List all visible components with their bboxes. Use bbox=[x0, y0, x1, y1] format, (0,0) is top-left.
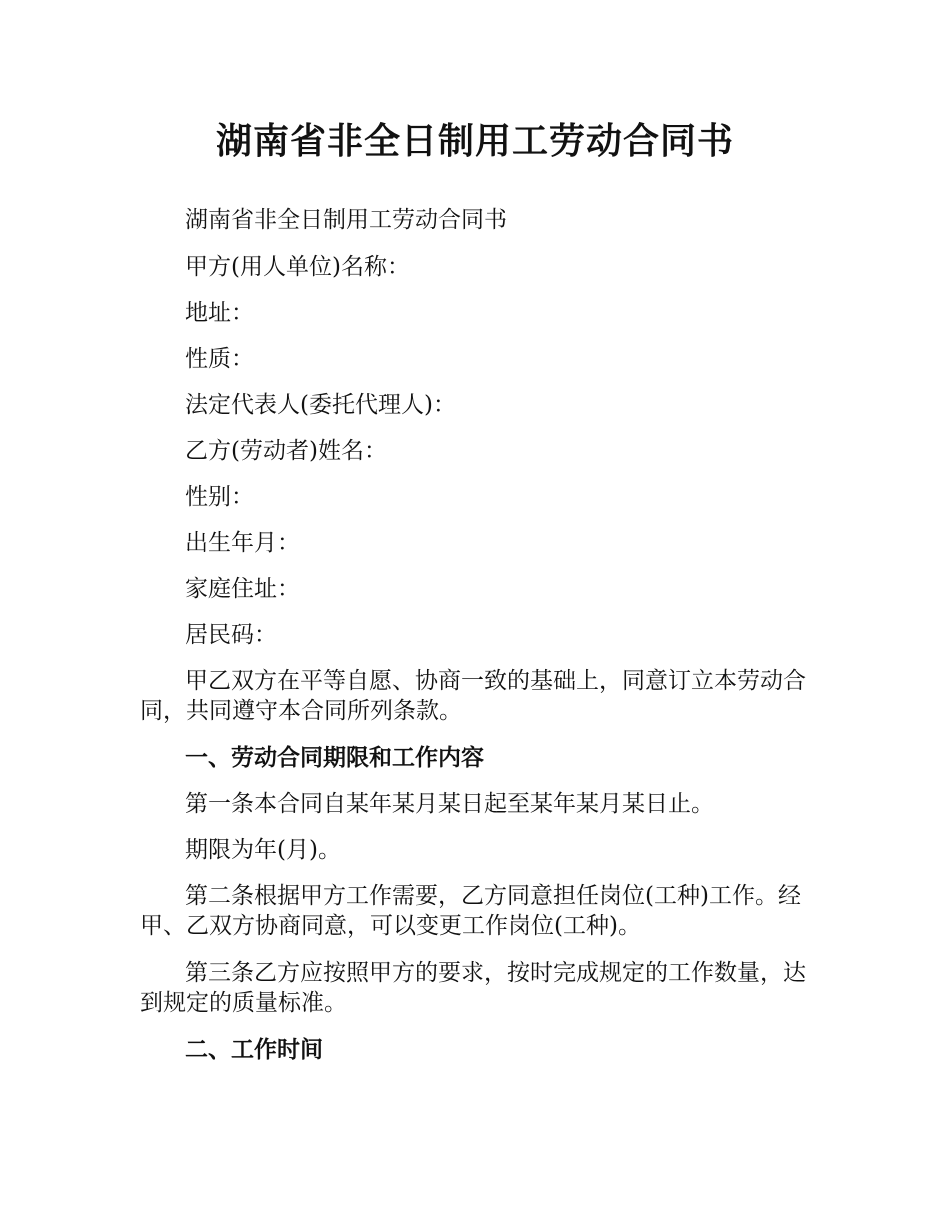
field-nature: 性质： bbox=[185, 346, 254, 372]
field-employer-name: 甲方(用人单位)名称： bbox=[185, 254, 410, 280]
document-title: 湖南省非全日制用工劳动合同书 bbox=[215, 121, 734, 162]
preamble-paragraph: 甲乙双方在平等自愿、协商一致的基础上，同意订立本劳动合同，共同遵守本合同所列条款。 bbox=[140, 668, 806, 724]
section-2-heading: 二、工作时间 bbox=[185, 1037, 323, 1063]
clause-2: 第二条根据甲方工作需要，乙方同意担任岗位(工种)工作。经甲、乙双方协商同意，可以变更工作岗位(工种)。 bbox=[140, 883, 801, 939]
section-1-heading: 一、劳动合同期限和工作内容 bbox=[185, 745, 484, 771]
clause-3: 第三条乙方应按照甲方的要求，按时完成规定的工作数量，达到规定的质量标准。 bbox=[140, 960, 806, 1016]
contract-term: 期限为年(月)。 bbox=[185, 837, 341, 863]
field-address: 地址： bbox=[185, 300, 254, 326]
field-birth-date: 出生年月： bbox=[185, 530, 300, 556]
clause-1: 第一条本合同自某年某月某日起至某年某月某日止。 bbox=[185, 791, 714, 817]
field-employee-name: 乙方(劳动者)姓名： bbox=[185, 438, 387, 464]
field-home-address: 家庭住址： bbox=[185, 576, 300, 602]
field-legal-representative: 法定代表人(委托代理人)： bbox=[185, 392, 456, 418]
field-resident-code: 居民码： bbox=[185, 622, 277, 648]
field-gender: 性别： bbox=[185, 484, 254, 510]
document-subtitle: 湖南省非全日制用工劳动合同书 bbox=[185, 207, 507, 233]
